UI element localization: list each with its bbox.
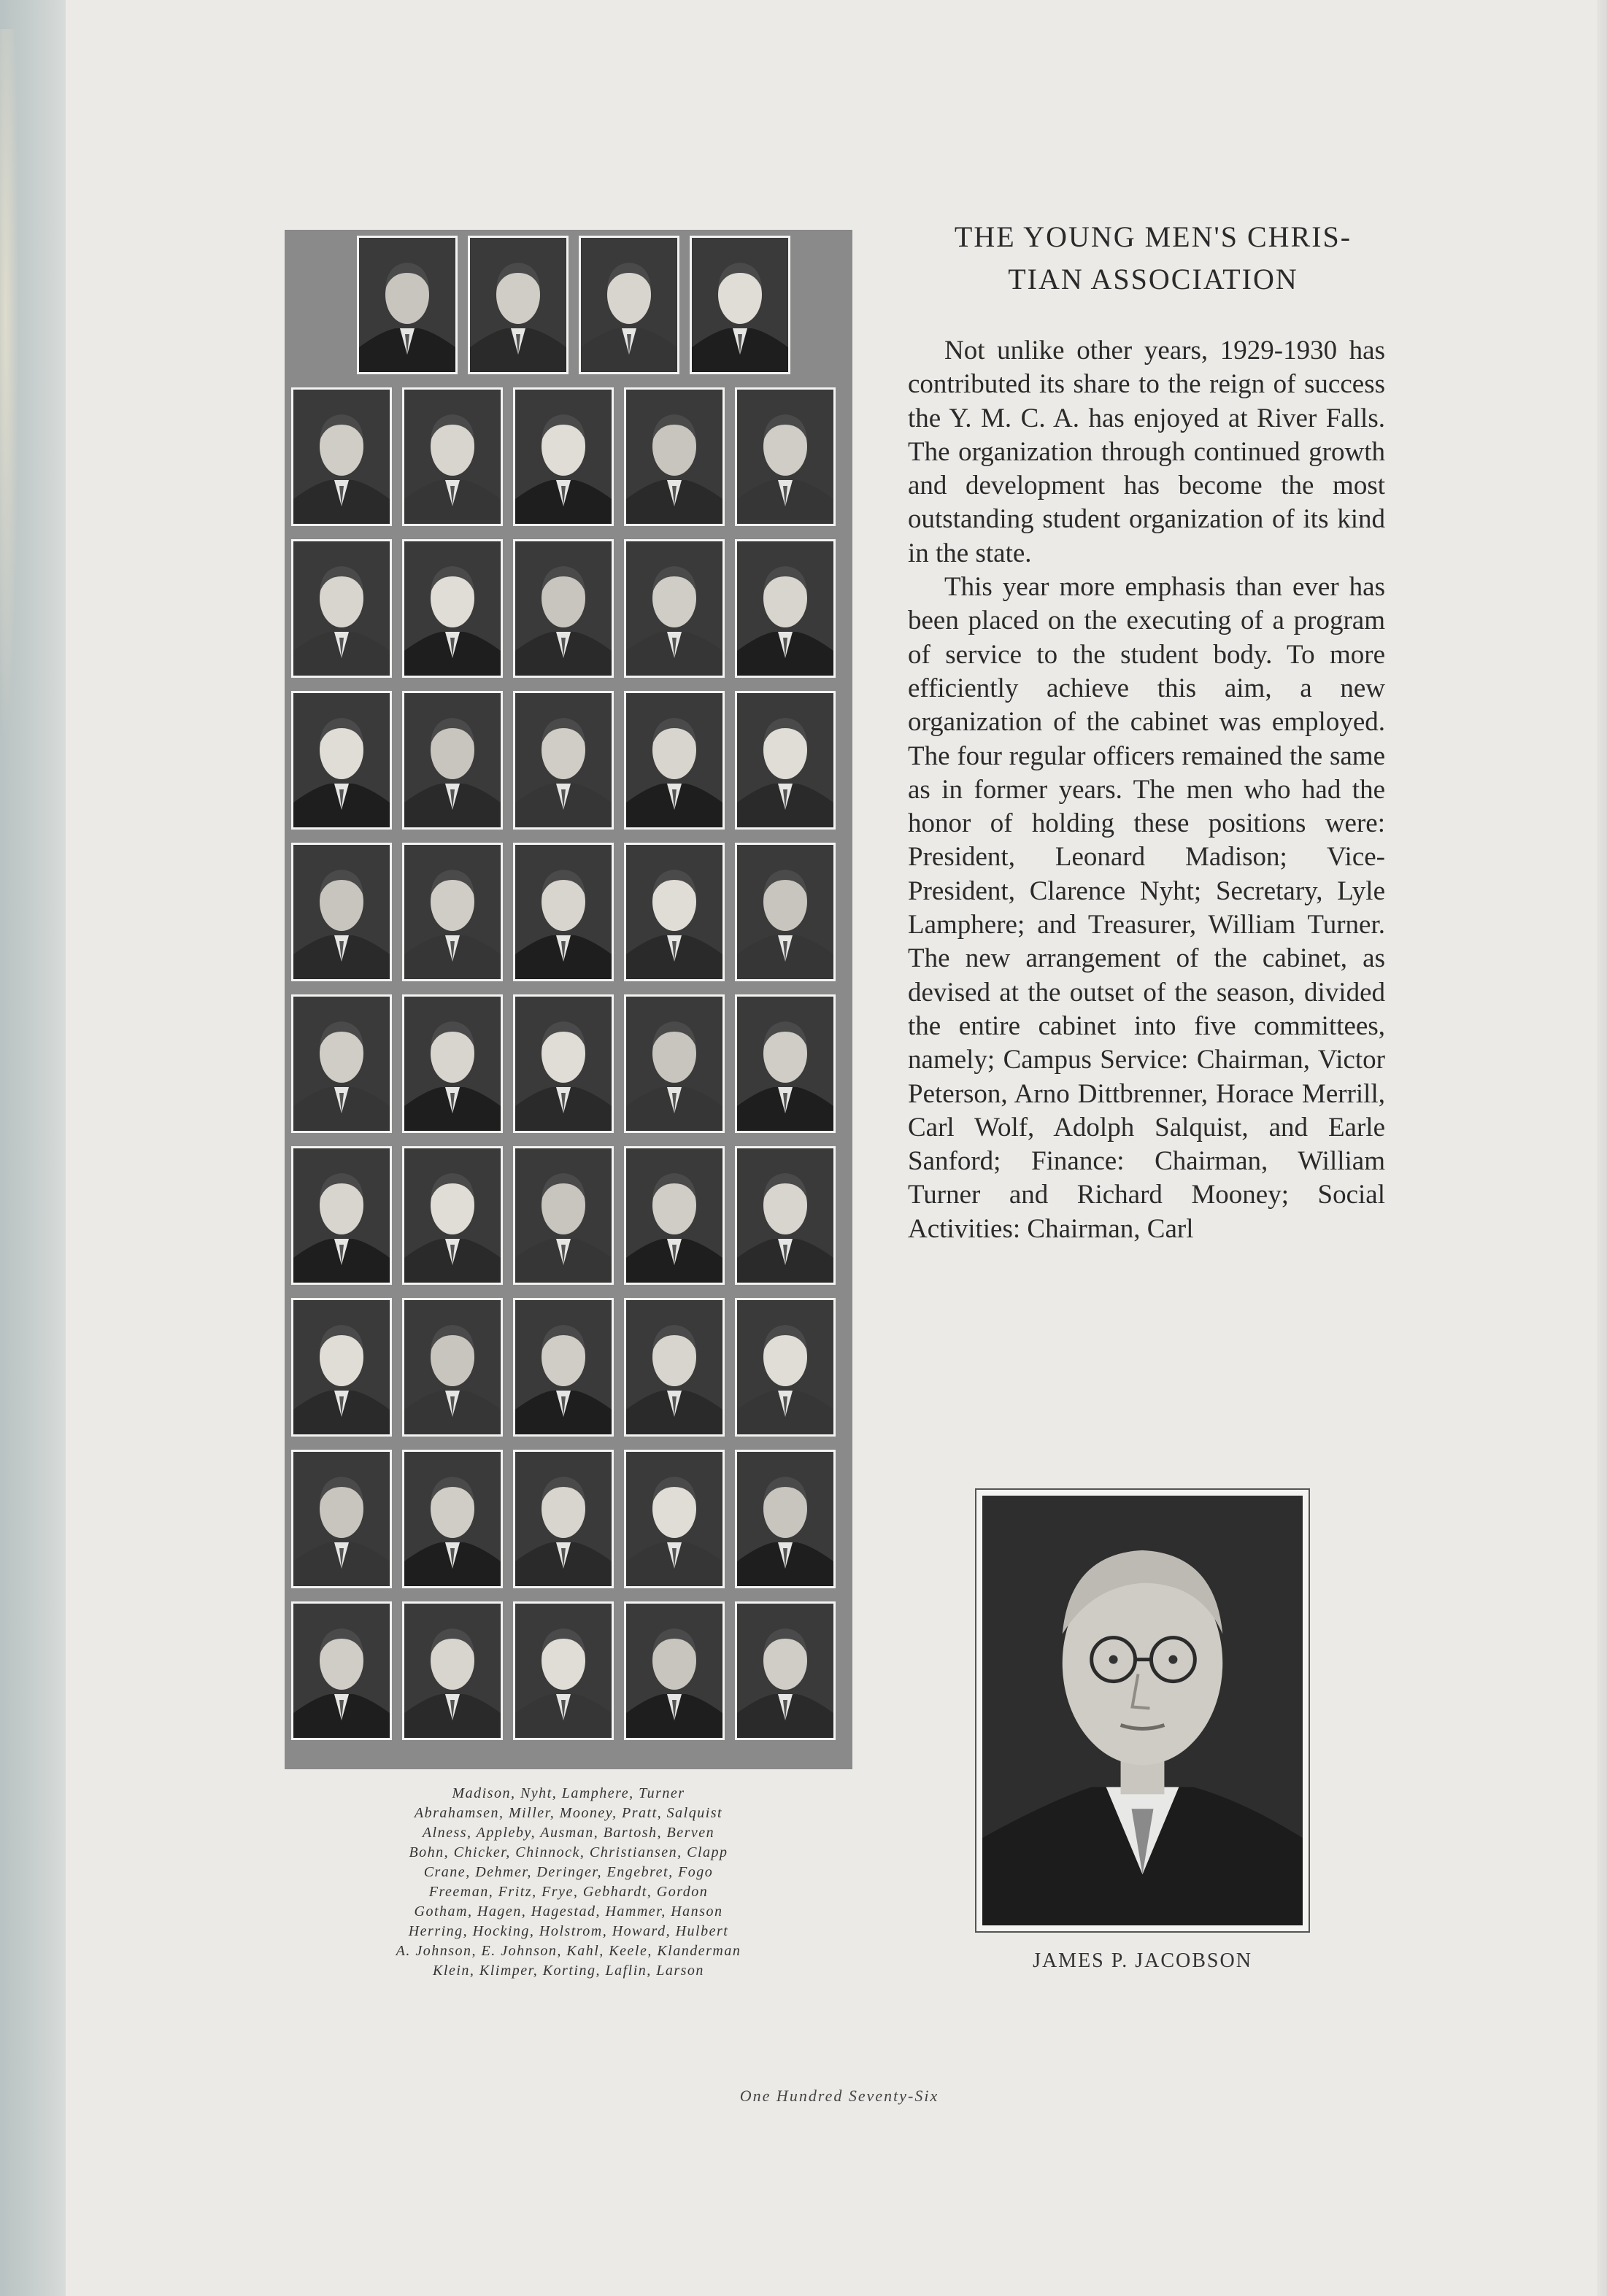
photo-grid-caption [285,1784,852,1981]
caption-line: Klein, Klimper, Korting, Laflin, Larson [433,1963,704,1979]
member-photo [624,539,725,678]
member-photo [624,387,725,526]
member-photo [291,387,392,526]
member-photo [402,994,503,1133]
member-photo [513,1298,614,1437]
member-photo [735,387,836,526]
member-photo [468,236,569,374]
caption-line: Abrahamsen, Miller, Mooney, Pratt, Salquist [414,1805,723,1821]
member-photo [402,539,503,678]
member-photo [291,1146,392,1285]
caption-line: Madison, Nyht, Lamphere, Turner [452,1785,685,1801]
member-photo [291,1601,392,1740]
caption-line: A. Johnson, E. Johnson, Kahl, Keele, Klanderman [396,1943,741,1959]
member-photo [291,1298,392,1437]
member-photo [624,1450,725,1588]
member-photo [291,691,392,830]
member-photo [624,843,725,981]
member-photo [513,843,614,981]
portrait-caption: JAMES P. JACOBSON [1033,1949,1252,1972]
member-photo [735,1450,836,1588]
title-line-1: THE YOUNG MEN'S CHRIS- [954,220,1352,253]
member-photo [513,691,614,830]
caption-line: Bohn, Chicker, Chinnock, Christiansen, Clapp [409,1844,728,1860]
member-photo [291,994,392,1133]
member-photo [624,994,725,1133]
caption-line: Herring, Hocking, Holstrom, Howard, Hulbert [408,1923,729,1939]
page-number: One Hundred Seventy-Six [739,2087,939,2105]
member-photo [735,1298,836,1437]
caption-line: Gotham, Hagen, Hagestad, Hammer, Hanson [414,1903,723,1920]
member-photo [291,539,392,678]
title-line-2: TIAN ASSOCIATION [1008,263,1298,295]
advisor-portrait [976,1490,1309,1931]
member-photo [624,1298,725,1437]
member-photo [735,843,836,981]
paragraph: This year more emphasis than ever has been placed on the executing of a program of service to the student body. To more efficiently achieve this aim, a new organization of the cabinet was employed. The four regular officers remained the same as in former years. The men who had the honor of holding these positions were: President, Leonard Madison; Vice-President, Clarence Nyht; Secretary, Lyle Lamphere; and Treasurer, William Turner. The new arrangement of the cabinet, as devised at the outset of the season, divided the entire cabinet into five committees, namely; Campus Service: Chairman, Victor Peterson, Arno Dittbrenner, Horace Merrill, Carl Wolf, Adolph Salquist, and Earle Sanford; Finance: Chairman, William Turner and Richard Mooney; Social Activities: Chairman, Carl [908,572,1385,1244]
member-photo [624,1146,725,1285]
member-photo [513,387,614,526]
member-photo [735,994,836,1133]
page-edge [1597,0,1607,2296]
caption-line: Crane, Dehmer, Deringer, Engebret, Fogo [423,1864,714,1880]
member-photo [402,691,503,830]
member-photo [735,539,836,678]
member-photo [624,691,725,830]
member-photo [513,1146,614,1285]
member-photo-grid [285,230,852,1769]
member-photo [513,1450,614,1588]
member-photo [735,691,836,830]
paragraph: Not unlike other years, 1929-1930 has contributed its share to the reign of success the Y. M. C. A. has enjoyed at River Falls. The organization through continued growth and development has become the most outstanding student organization of its kind in the state. [908,336,1385,568]
member-photo [291,1450,392,1588]
member-photo [291,843,392,981]
member-photo [513,1601,614,1740]
member-photo [735,1146,836,1285]
member-photo [624,1601,725,1740]
member-photo [402,1298,503,1437]
member-photo [513,539,614,678]
page-title [898,216,1408,301]
member-photo [513,994,614,1133]
member-photo [402,387,503,526]
caption-line: Freeman, Fritz, Frye, Gebhardt, Gordon [428,1884,709,1900]
member-photo [402,1450,503,1588]
book-spine-edge [0,0,66,2296]
member-photo [690,236,790,374]
member-photo [357,236,458,374]
caption-line: Alness, Appleby, Ausman, Bartosh, Berven [422,1825,715,1841]
article-body [908,334,1385,1246]
member-photo [402,843,503,981]
member-photo [735,1601,836,1740]
member-photo [402,1146,503,1285]
portrait-image [982,1496,1303,1925]
member-photo [402,1601,503,1740]
member-photo [579,236,679,374]
